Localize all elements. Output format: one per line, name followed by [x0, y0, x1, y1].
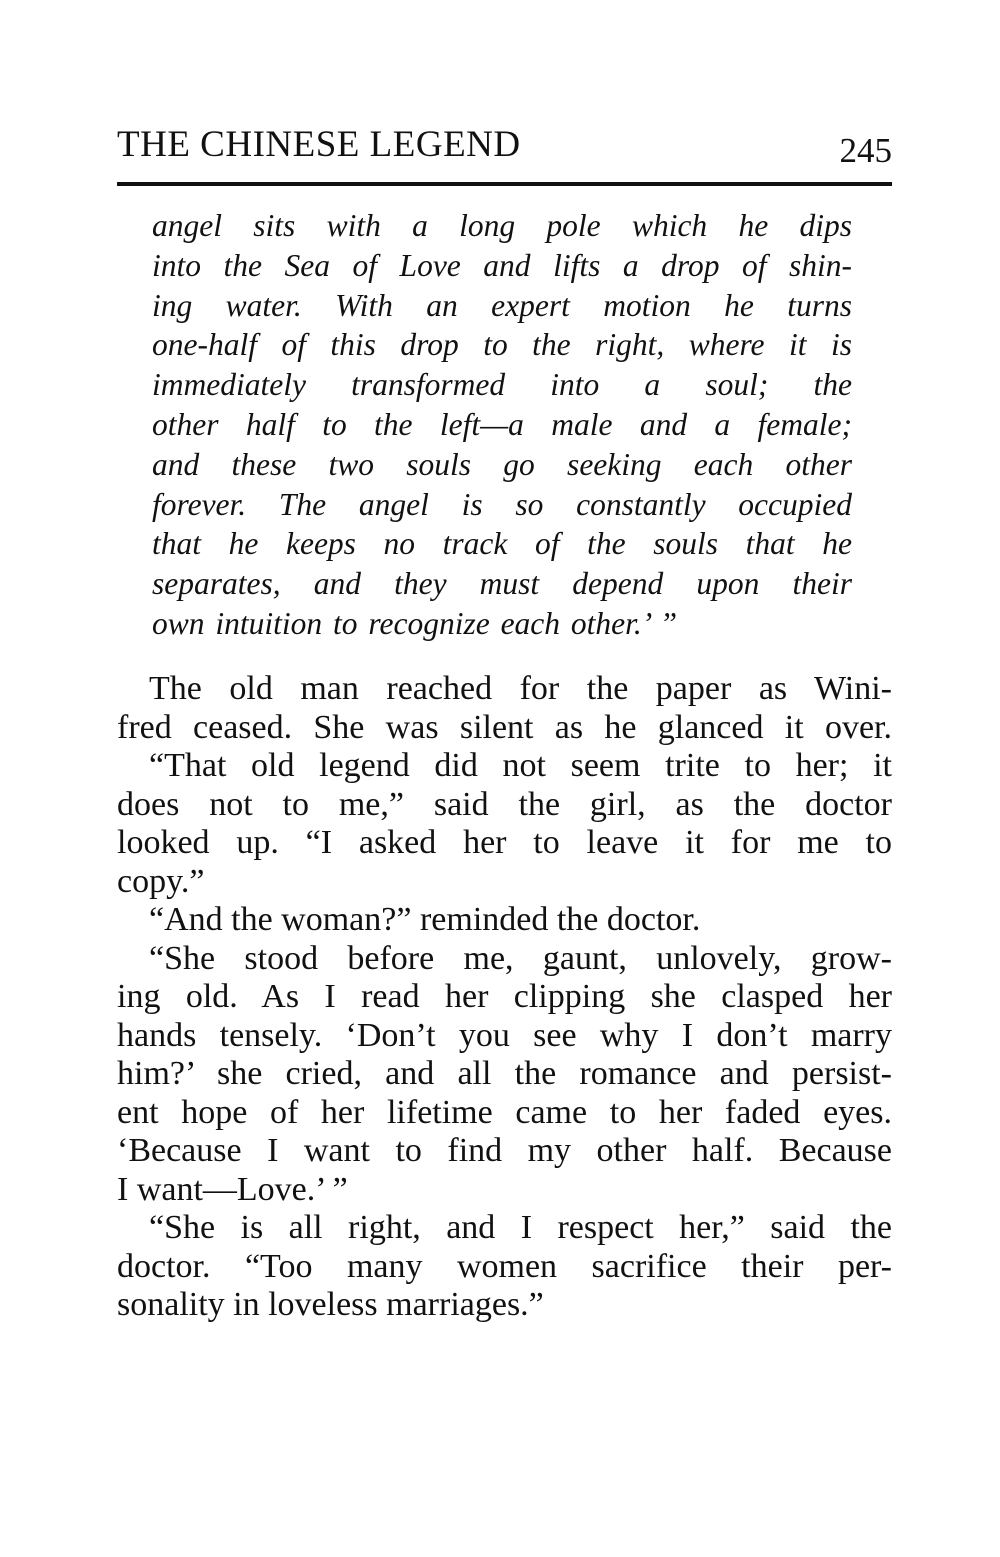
text-line — [117, 670, 892, 709]
quote-line: immediately transformed into a soul; the — [152, 367, 852, 403]
text-line: sonality in loveless marriages.” — [117, 1286, 544, 1323]
quote-line: forever. The angel is so constantly occupied — [152, 486, 852, 522]
header-rule — [117, 182, 892, 186]
quote-line: and these two souls go seeking each other — [152, 446, 852, 482]
quote-line: own intuition to recognize each other.’ ” — [152, 605, 678, 641]
text-line: looked up. “I asked her to leave it for me to — [117, 824, 892, 861]
paragraph — [117, 747, 892, 901]
text-line — [117, 1209, 892, 1248]
text-line: ‘Because I want to find my other half. Because — [117, 1132, 892, 1169]
quote-line: separates, and they must depend upon their — [152, 566, 852, 602]
text-line-content: “She stood before me, gaunt, unlovely, grow- — [149, 939, 892, 977]
quote-line: that he keeps no track of the souls that he — [152, 526, 852, 562]
body-text — [117, 670, 892, 1325]
text-line — [117, 901, 892, 940]
text-line-content: “And the woman?” reminded the doctor. — [149, 901, 701, 938]
quote-line: angel sits with a long pole which he dips — [152, 208, 852, 243]
quote-line: one-half of this drop to the right, where it is — [152, 327, 852, 363]
quoted-legend — [152, 206, 852, 644]
text-line — [117, 747, 892, 786]
page-header — [117, 120, 892, 170]
text-line — [117, 940, 892, 979]
text-line: ent hope of her lifetime came to her faded eyes. — [117, 1093, 892, 1131]
page-number: 245 — [839, 131, 892, 170]
text-line: does not to me,” said the girl, as the doctor — [117, 785, 892, 823]
text-line-content: “That old legend did not seem trite to her; it — [149, 747, 892, 784]
text-line: copy.” — [117, 862, 205, 900]
quote-line: ing water. With an expert motion he turns — [152, 287, 852, 323]
text-line-content: The old man reached for the paper as Wini- — [149, 670, 892, 707]
paragraph — [117, 940, 892, 1210]
paragraph — [117, 901, 892, 940]
text-line: I want—Love.’ ” — [117, 1170, 348, 1208]
text-line: ing old. As I read her clipping she clasped her — [117, 978, 892, 1015]
paragraph — [117, 670, 892, 747]
running-head: THE CHINESE LEGEND — [117, 124, 521, 165]
text-line-content: “She is all right, and I respect her,” said the — [149, 1209, 892, 1246]
text-line: doctor. “Too many women sacrifice their per- — [117, 1247, 892, 1285]
paragraph — [117, 1209, 892, 1325]
quote-line: into the Sea of Love and lifts a drop of shin- — [152, 247, 852, 283]
text-line: him?’ she cried, and all the romance and persist- — [117, 1055, 892, 1092]
quote-line: other half to the left—a male and a female; — [152, 406, 852, 442]
text-line: fred ceased. She was silent as he glanced it over. — [117, 708, 892, 746]
text-line: hands tensely. ‘Don’t you see why I don’t marry — [117, 1016, 892, 1054]
